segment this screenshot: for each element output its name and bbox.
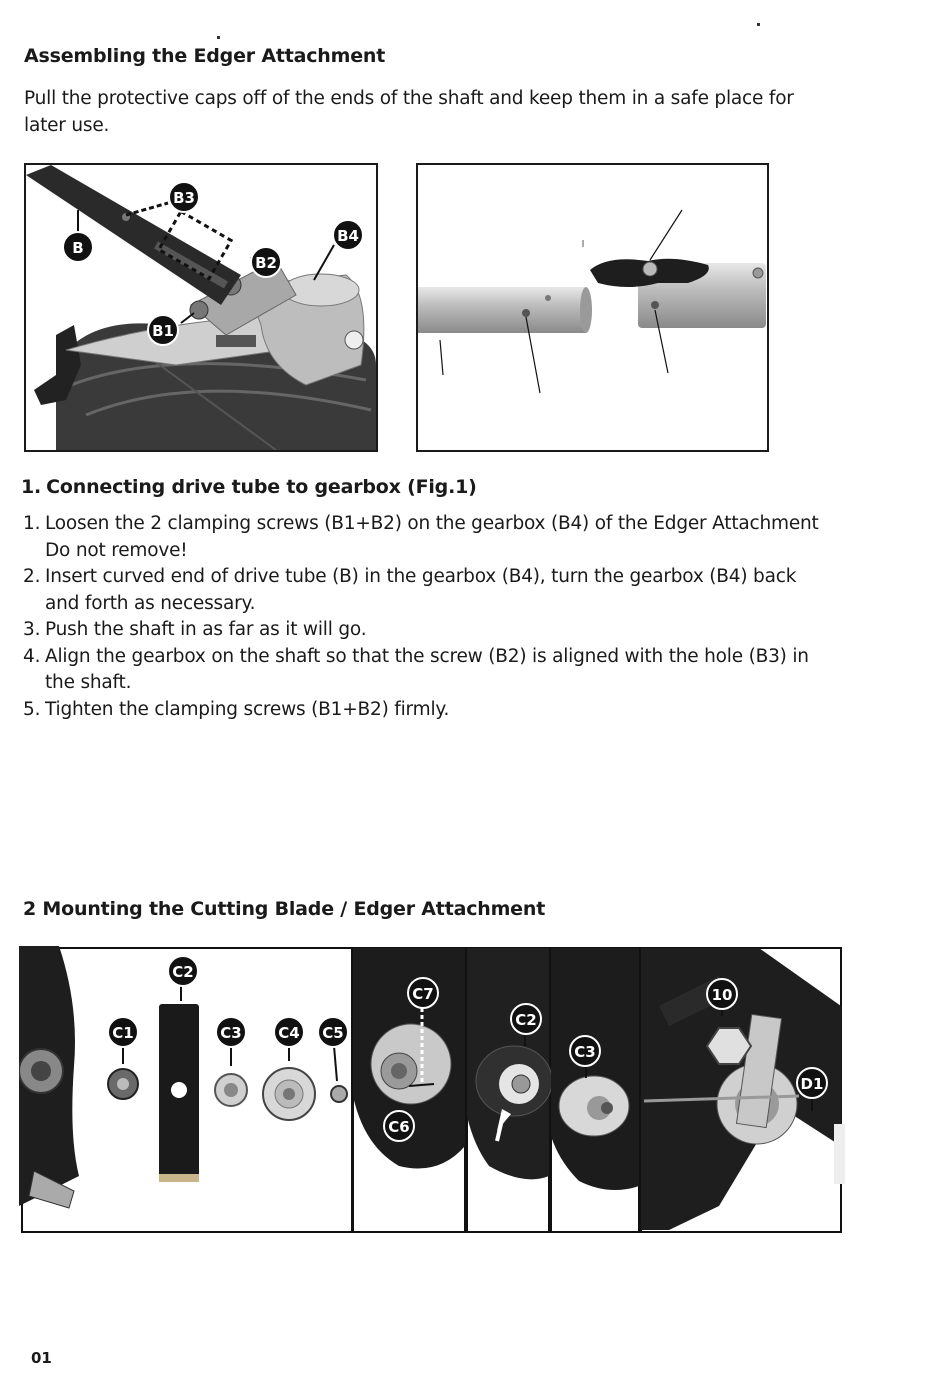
svg-text:C7: C7 (412, 985, 434, 1003)
badge-b1 (148, 315, 178, 345)
svg-text:B2: B2 (255, 254, 277, 272)
svg-text:B4: B4 (337, 227, 359, 245)
step2-heading: 2 Mounting the Cutting Blade / Edger Attachment (23, 898, 546, 920)
print-dot (757, 23, 760, 26)
step1-instructions (23, 511, 923, 723)
intro-line: later use. (24, 114, 110, 136)
svg-text:D1: D1 (800, 1075, 824, 1093)
list-item: 3. Push the shaft in as far as it will go. (23, 619, 367, 640)
step1-heading-number: 1. (21, 476, 42, 498)
badge-c2 (168, 956, 198, 986)
svg-text:B: B (72, 239, 84, 257)
list-item: 5. Tighten the clamping screws (B1+B2) firmly. (23, 698, 450, 720)
gearbox-callouts (26, 165, 376, 450)
svg-text:10: 10 (711, 986, 733, 1004)
badge-10 (707, 979, 737, 1009)
shaft-coupling-photo (418, 165, 767, 450)
badge-c4 (274, 1017, 304, 1047)
badge-c3-panel4 (570, 1036, 600, 1066)
badge-b (63, 232, 93, 262)
svg-text:C4: C4 (278, 1024, 300, 1042)
svg-text:C2: C2 (172, 963, 194, 981)
badge-b4 (333, 220, 363, 250)
list-item: 1. Loosen the 2 clamping screws (B1+B2) on the gearbox (B4) of the Edger Attachment Do not remove! (23, 513, 819, 561)
list-item: 4. Align the gearbox on the shaft so that the screw (B2) is aligned with the hole (B3) in the shaft. (23, 645, 809, 693)
svg-text:C6: C6 (388, 1118, 410, 1136)
list-item: 2. Insert curved end of drive tube (B) in the gearbox (B4), turn the gearbox (B4) back and forth as necessary. (23, 566, 797, 614)
intro-paragraph (24, 86, 904, 139)
badge-c7 (408, 978, 438, 1008)
badge-d1 (797, 1068, 827, 1098)
section-title: Assembling the Edger Attachment (24, 45, 386, 67)
svg-text:C3: C3 (220, 1024, 242, 1042)
step1-heading (21, 476, 477, 498)
figure-blade-mounting (19, 946, 845, 1236)
badge-c5 (318, 1017, 348, 1047)
badge-c6 (384, 1111, 414, 1141)
svg-text:B3: B3 (173, 189, 195, 207)
badge-b3 (169, 182, 199, 212)
badge-c2-panel3 (511, 1004, 541, 1034)
svg-text:C2: C2 (515, 1011, 537, 1029)
badge-b2 (251, 247, 281, 277)
badge-c1 (108, 1017, 138, 1047)
blade-mounting-callouts (19, 946, 845, 1236)
step1-heading-text: Connecting drive tube to gearbox (Fig.1) (46, 476, 477, 498)
print-dot (217, 36, 220, 39)
svg-text:C3: C3 (574, 1043, 596, 1061)
badge-c3 (216, 1017, 246, 1047)
figure-shaft-coupling (416, 163, 769, 452)
svg-text:B1: B1 (152, 322, 174, 340)
svg-text:C5: C5 (322, 1024, 344, 1042)
page-number: 01 (31, 1349, 52, 1367)
intro-line: Pull the protective caps off of the ends of the shaft and keep them in a safe place for (24, 88, 794, 109)
svg-text:C1: C1 (112, 1024, 134, 1042)
figure-gearbox-assembly (24, 163, 378, 452)
